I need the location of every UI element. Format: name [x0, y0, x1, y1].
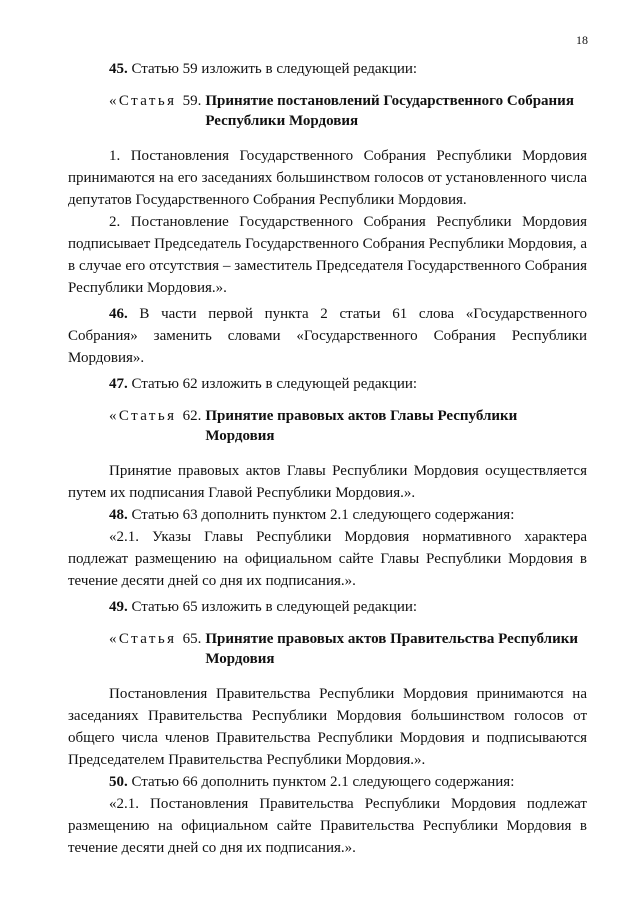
amendment-item-47 — [68, 373, 587, 395]
article-prefix — [109, 91, 201, 131]
paragraph: Постановления Правительства Республики Мордовия принимаются на заседаниях Правительства Республики Мордовия большинством голосов от общего числа членов Правительства Республики Мордовия и подписываются Председателем Правительства Республики Мордовия.». — [68, 686, 587, 768]
article-title: Принятие правовых актов Правительства Республики Мордовия — [205, 631, 578, 667]
item-number: 46. — [109, 306, 128, 322]
article-number: 65. — [182, 631, 202, 647]
item-text: Статью 66 дополнить пунктом 2.1 следующего содержания: — [127, 774, 515, 790]
amendment-item-45 — [68, 58, 587, 80]
article-number: 62. — [182, 408, 202, 424]
article-heading-59 — [109, 91, 587, 131]
item-text: В части первой пункта 2 статьи 61 слова «Государственного Собрания» заменить словами «Государственного Собрания Республики Мордовия». — [68, 306, 587, 366]
article-word: «Статья — [109, 93, 177, 109]
article-heading-65 — [109, 629, 587, 669]
article-title: Принятие постановлений Государственного Собрания Республики Мордовия — [205, 93, 574, 129]
amendment-item-50 — [68, 771, 587, 793]
item-number: 45. — [109, 61, 128, 77]
amendment-item-49 — [68, 596, 587, 618]
item-number: 48. — [109, 507, 128, 523]
paragraph: Принятие правовых актов Главы Республики Мордовия осуществляется путем их подписания Главой Республики Мордовия.». — [68, 463, 587, 501]
article-word: «Статья — [109, 408, 177, 424]
article-prefix — [109, 406, 201, 446]
article-heading-62 — [109, 406, 587, 446]
page-number: 18 — [576, 33, 588, 47]
article-title: Принятие правовых актов Главы Республики Мордовия — [205, 408, 518, 444]
paragraph: «2.1. Постановления Правительства Республики Мордовия подлежат размещению на официальном сайте Правительства Республики Мордовия в течение десяти дней со дня их подписания.». — [68, 796, 587, 856]
item-text: Статью 62 изложить в следующей редакции: — [127, 376, 418, 392]
article-prefix — [109, 629, 201, 669]
amendment-item-46 — [68, 303, 587, 369]
article-word: «Статья — [109, 631, 177, 647]
item-number: 49. — [109, 599, 128, 615]
item-text: Статью 59 изложить в следующей редакции: — [127, 61, 418, 77]
item-number: 50. — [109, 774, 128, 790]
document-body — [68, 58, 587, 859]
paragraph: «2.1. Указы Главы Республики Мордовия нормативного характера подлежат размещению на официальном сайте Главы Республики Мордовия в течение десяти дней со дня их подписания.». — [68, 529, 587, 589]
paragraph: 1. Постановления Государственного Собрания Республики Мордовия принимаются на его заседаниях большинством голосов от установленного числа депутатов Государственного Собрания Республики Мордовия. — [68, 148, 587, 208]
item-number: 47. — [109, 376, 128, 392]
amendment-item-48 — [68, 504, 587, 526]
item-text: Статью 63 дополнить пунктом 2.1 следующего содержания: — [127, 507, 515, 523]
article-number: 59. — [182, 93, 202, 109]
item-text: Статью 65 изложить в следующей редакции: — [127, 599, 418, 615]
paragraph: 2. Постановление Государственного Собрания Республики Мордовия подписывает Председатель Государственного Собрания Республики Мордовия, а в случае его отсутствия – заместитель Председателя Государственного Собрания Республики Мордовия.». — [68, 214, 587, 296]
